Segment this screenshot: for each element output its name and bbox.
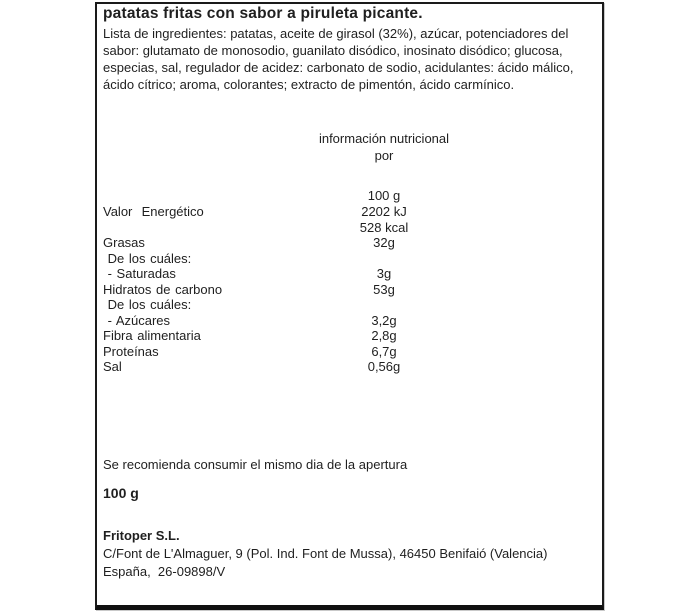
manufacturer-country: España, 26-09898/V (103, 564, 226, 579)
nutrition-row (97, 313, 602, 329)
nutrition-header-line1: información nutricional (318, 131, 450, 146)
nutrition-row (97, 251, 602, 267)
nutrient-value: 53g (373, 281, 395, 297)
nutrition-row (97, 266, 602, 282)
nutrient-name: Valor Energético (103, 204, 204, 219)
nutrition-header-line2: por (374, 148, 394, 163)
nutrient-value: 3g (376, 266, 392, 281)
nutrient-name: - Azúcares (103, 312, 171, 328)
nutrition-row (97, 297, 602, 313)
product-title: patatas fritas con sabor a piruleta picante. (103, 5, 423, 22)
nutrition-table (97, 204, 602, 375)
nutrient-name: Sal (103, 359, 122, 374)
serving-size: 100 g (367, 188, 401, 203)
nutrient-value: 6,7g (371, 343, 397, 359)
product-label (95, 2, 604, 610)
nutrient-name: De los cuáles: (103, 297, 192, 312)
nutrient-value: 0,56g (367, 359, 401, 374)
nutrient-value: 2,8g (371, 328, 397, 343)
nutrition-header (302, 130, 466, 164)
nutrition-row (97, 282, 602, 298)
nutrient-value: 3,2g (371, 312, 397, 328)
manufacturer-info (103, 527, 547, 581)
manufacturer-address: C/Font de L'Almaguer, 9 (Pol. Ind. Font de Mussa), 46450 Benifaió (Valencia) (103, 546, 548, 561)
nutrient-name: Fibra alimentaria (103, 328, 201, 343)
nutrition-row (97, 344, 602, 360)
nutrition-row (97, 220, 602, 236)
manufacturer-name: Fritoper S.L. (103, 528, 180, 543)
nutrient-name: De los cuáles: (103, 250, 192, 266)
nutrition-row (97, 359, 602, 375)
nutrition-row (97, 204, 602, 220)
nutrient-value: 32g (373, 235, 395, 250)
recommendation-text: Se recomienda consumir el mismo dia de la apertura (103, 457, 408, 472)
ingredients-text: Lista de ingredientes: patatas, aceite de girasol (32%), azúcar, potenciadores del sabor: glutamato de monosodio, guanilato disódico, inosinato disódico; glucosa, especias, sal, regulador de acidez: carbonato de sodio, acidulantes: ácido málico, ácido cítrico; aroma, colorantes; extracto de pimentón, ácido carmínico. (103, 26, 574, 92)
nutrient-name: - Saturadas (103, 266, 176, 281)
nutrient-name: Proteínas (103, 343, 159, 359)
nutrient-value: 528 kcal (359, 219, 409, 235)
nutrition-row (97, 328, 602, 344)
nutrient-name: Grasas (103, 235, 145, 250)
nutrient-value: 2202 kJ (361, 204, 407, 219)
net-weight: 100 g (103, 485, 139, 501)
nutrient-name: Hidratos de carbono (103, 281, 223, 297)
nutrition-row (97, 235, 602, 251)
